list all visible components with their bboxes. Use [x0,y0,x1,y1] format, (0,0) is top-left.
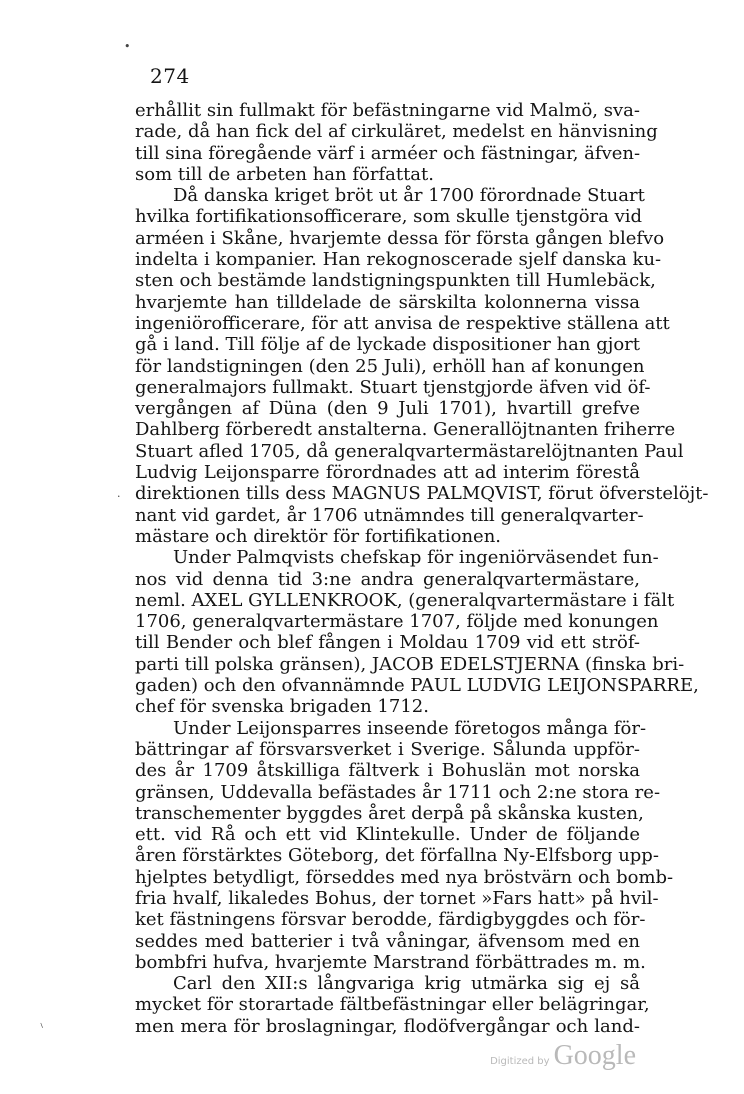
text-line: åren förstärktes Göteborg, det förfallna Ny-Elfsborg upp- [135,845,659,867]
text-line: Stuart afled 1705, då generalqvartermästarelöjtnanten Paul [135,440,684,462]
text-line: mästare och direktör för fortifikationen. [135,525,502,547]
text-line: neml. AXEL GYLLENKROOK, (generalqvartermästare i fält [135,589,675,611]
text-line: fria hvalf, likaledes Bohus, der tornet »Fars hatt» på hvil- [135,887,659,909]
text-line: hvarjemte han tilldelade de särskilta kolonnerna vissa [135,291,640,313]
scan-speck: ⸌ [35,1020,46,1035]
text-line: nos vid denna tid 3:ne andra generalqvartermästare, [135,568,640,590]
text-line: Ludvig Leijonsparre förordnades att ad interim förestå [135,462,640,484]
text-line: 1706, generalqvartermästare 1707, följde med konungen [135,611,659,633]
text-line: till sina föregående värf i arméer och fästningar, äfven- [135,142,641,164]
text-line: nant vid gardet, år 1706 utnämndes till generalqvarter- [135,504,644,526]
google-logo: Google [553,1040,636,1071]
text-line: gaden) och den ofvannämnde PAUL LUDVIG LEIJONSPARRE, [135,675,699,697]
text-line: bombfri hufva, hvarjemte Marstrand förbättrades m. m. [135,951,646,973]
scan-speck: · [117,490,121,503]
digitized-by-google-watermark [490,1040,636,1072]
text-line: vergången af Düna (den 9 Juli 1701), hvartill grefve [135,398,640,420]
text-line: ingeniörofficerare, för att anvisa de respektive ställena att [135,312,670,334]
text-line: des år 1709 åtskilliga fältverk i Bohuslän mot norska [135,760,640,782]
text-line: gränsen, Uddevalla befästades år 1711 och 2:ne stora re- [135,781,661,803]
text-line: seddes med batterier i två våningar, äfvensom med en [135,930,640,952]
text-line: ket fästningens försvar berodde, färdigbyggdes och för- [135,909,646,931]
text-line: arméen i Skåne, hvarjemte dessa för första gången blefvo [135,227,665,249]
text-line: erhållit sin fullmakt för befästningarne vid Malmö, sva- [135,100,640,121]
text-line: Carl den XII:s långvariga krig utmärka sig ej så [173,973,640,995]
text-line: Under Palmqvists chefskap för ingeniörväsendet fun- [173,547,659,569]
scan-speck: • [124,40,131,53]
text-line: som till de arbeten han författat. [135,163,434,185]
text-line: Dahlberg förberedt anstalterna. Generallöjtnanten friherre [135,419,676,441]
page-number: 274 [150,64,190,88]
text-line: chef för svenska brigaden 1712. [135,696,429,718]
text-line: sten och bestämde landstigningspunkten till Humlebäck, [135,270,656,292]
text-line: rade, då han fick del af cirkuläret, medelst en hänvisning [135,121,658,143]
text-line: ett. vid Rå och ett vid Klintekulle. Under de följande [135,824,640,846]
text-line: hjelptes betydligt, förseddes med nya bröstvärn och bomb- [135,866,674,888]
text-line: bättringar af försvarsverket i Sverige. Sålunda uppför- [135,738,640,760]
text-line: för landstigningen (den 25 Juli), erhöll han af konungen [135,355,645,377]
text-line: parti till polska gränsen), JACOB EDELSTJERNA (finska bri- [135,653,685,675]
text-line: gå i land. Till följe af de lyckade dispositioner han gjort [135,334,640,356]
text-line: till Bender och blef fången i Moldau 1709 vid ett ströf- [135,632,640,654]
body-text [135,100,709,1037]
text-line: Under Leijonsparres inseende företogos många för- [173,717,647,739]
text-line: indelta i kompanier. Han rekognoscerade sjelf danska ku- [135,249,662,271]
text-line: generalmajors fullmakt. Stuart tjenstgjorde äfven vid öf- [135,376,651,398]
watermark-prefix: Digitized by [490,1056,550,1067]
text-line: direktionen tills dess MAGNUS PALMQVIST, förut öfverstelöjt- [135,483,709,505]
text-line: hvilka fortifikationsofficerare, som skulle tjenstgöra vid [135,206,643,228]
text-line: transchementer byggdes året derpå på skånska kusten, [135,802,644,824]
text-line: men mera för broslagningar, flodöfvergångar och land- [135,1015,640,1037]
text-line: Då danska kriget bröt ut år 1700 förordnade Stuart [173,185,645,207]
text-line: mycket för storartade fältbefästningar eller belägringar, [135,994,650,1016]
